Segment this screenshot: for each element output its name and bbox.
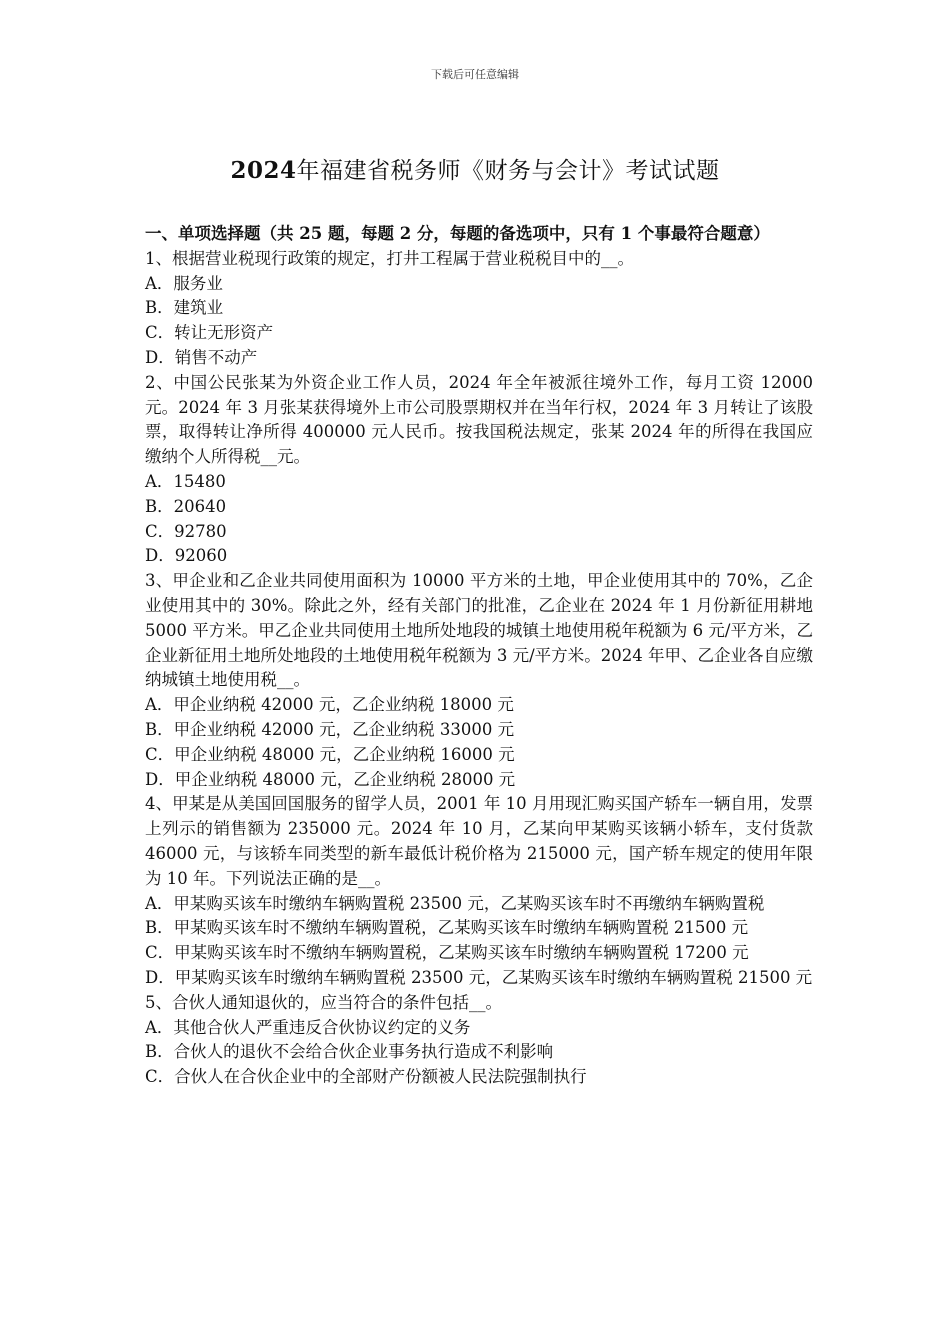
question-option: B．20640: [145, 496, 227, 516]
question-option: C．转让无形资产: [145, 323, 274, 343]
question-option: B．合伙人的退伙不会给合伙企业事务执行造成不利影响: [145, 1042, 554, 1062]
question-option: C．甲企业纳税 48000 元，乙企业纳税 16000 元: [145, 744, 515, 764]
question-option: D．销售不动产: [145, 347, 258, 367]
question-2: [145, 371, 813, 569]
question-stem: 2、中国公民张某为外资企业工作人员，2024 年全年被派往境外工作，每月工资 12000 元。2024 年 3 月张某获得境外上市公司股票期权并在当年行权，2024 年 3 月转让了该股票，取得转让净所得 400000 元人民币。按我国税法规定，张某 2024 年的所得在我国应缴纳个人所得税__元。: [145, 372, 813, 467]
question-stem: 4、甲某是从美国回国服务的留学人员，2001 年 10 月用现汇购买国产轿车一辆自用，发票上列示的销售额为 235000 元。2024 年 10 月，乙某向甲某购买该辆小轿车，支付货款 46000 元，与该轿车同类型的新车最低计税价格为 215000 元，国产轿车规定的使用年限为 10 年。下列说法正确的是__。: [145, 794, 813, 888]
question-4: [145, 792, 813, 990]
header-note: 下载后可任意编辑: [431, 68, 519, 81]
question-option: D．甲某购买该车时缴纳车辆购置税 23500 元，乙某购买该车时缴纳车辆购置税 21500 元: [145, 967, 813, 987]
page-title: [0, 152, 950, 185]
question-option: C．甲某购买该车时不缴纳车辆购置税，乙某购买该车时缴纳车辆购置税 17200 元: [145, 943, 749, 963]
question-option: B．甲某购买该车时不缴纳车辆购置税，乙某购买该车时缴纳车辆购置税 21500 元: [145, 918, 749, 938]
question-stem: 1、根据营业税现行政策的规定，打井工程属于营业税税目中的__。: [145, 248, 634, 268]
question-3: [145, 569, 813, 792]
question-option: A．甲某购买该车时缴纳车辆购置税 23500 元，乙某购买该车时不再缴纳车辆购置税: [145, 893, 765, 913]
question-option: B．甲企业纳税 42000 元，乙企业纳税 33000 元: [145, 719, 515, 739]
question-stem: 5、合伙人通知退伙的，应当符合的条件包括__。: [145, 992, 502, 1012]
question-option: A．甲企业纳税 42000 元，乙企业纳税 18000 元: [145, 695, 514, 715]
question-option: A．其他合伙人严重违反合伙协议约定的义务: [145, 1017, 471, 1037]
question-option: C．合伙人在合伙企业中的全部财产份额被人民法院强制执行: [145, 1067, 587, 1087]
document-body: [145, 222, 813, 1090]
question-stem: 3、甲企业和乙企业共同使用面积为 10000 平方米的土地，甲企业使用其中的 70%，乙企业使用其中的 30%。除此之外，经有关部门的批准，乙企业在 2024 年 1 月份新征用耕地 5000 平方米。甲乙企业共同使用土地所处地段的城镇土地使用税年税额为 6 元/平方米，乙企业新征用土地所处地段的土地使用税年税额为 3 元/平方米。2024 年甲、乙企业各自应缴纳城镇土地使用税__。: [145, 571, 813, 690]
question-option: A．服务业: [145, 273, 223, 293]
question-5: [145, 991, 813, 1090]
question-option: D．甲企业纳税 48000 元，乙企业纳税 28000 元: [145, 769, 516, 789]
title-year: 2024: [230, 157, 297, 184]
question-option: A．15480: [145, 471, 226, 491]
question-option: D．92060: [145, 546, 228, 566]
title-text: 年福建省税务师《财务与会计》考试试题: [296, 158, 720, 184]
question-1: [145, 247, 813, 371]
question-option: C．92780: [145, 521, 227, 541]
section-heading: 一、单项选择题（共 25 题，每题 2 分，每题的备选项中，只有 1 个事最符合题意）: [145, 224, 770, 243]
question-option: B．建筑业: [145, 298, 224, 318]
